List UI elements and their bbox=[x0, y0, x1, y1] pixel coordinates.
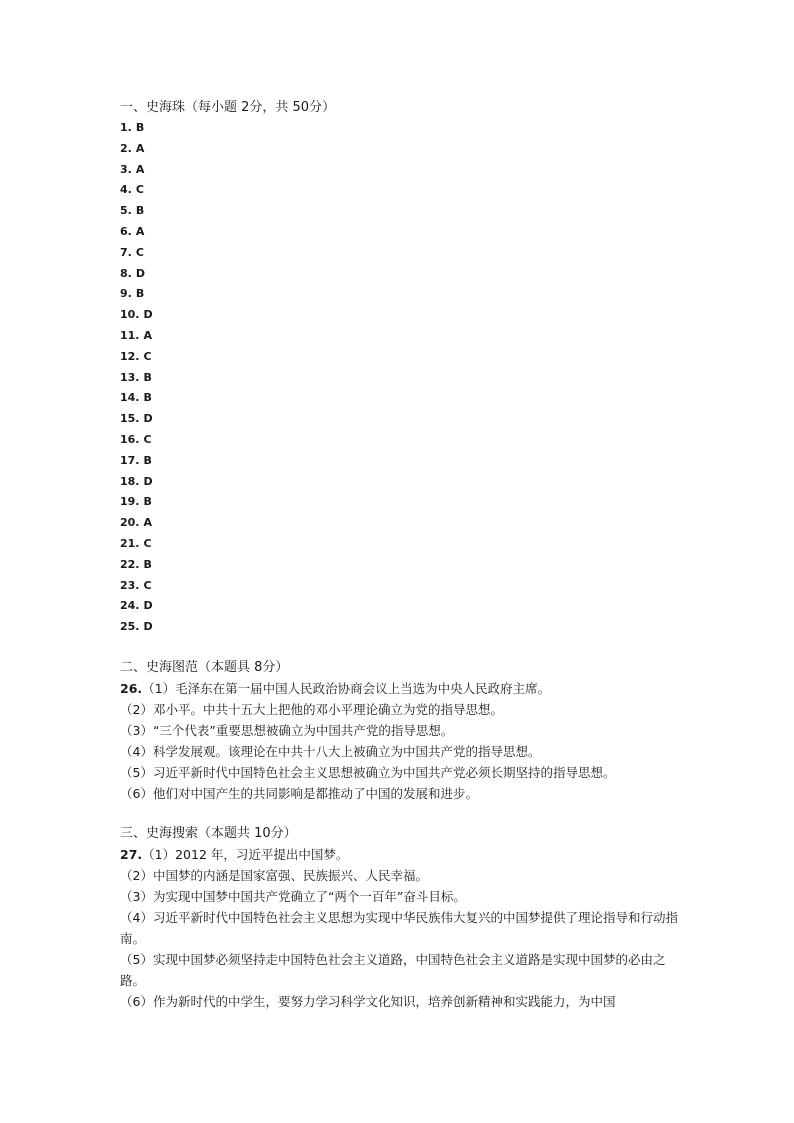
answer-row bbox=[120, 243, 680, 264]
answer-number: 9. bbox=[120, 287, 132, 301]
answer-row bbox=[120, 284, 680, 305]
section2-line-6: （6）他们对中国产生的共同影响是都推动了中国的发展和进步。 bbox=[120, 785, 478, 801]
answer-row bbox=[120, 388, 680, 409]
answer-number: 17. bbox=[120, 453, 140, 467]
answer-number: 10. bbox=[120, 308, 140, 322]
answer-row bbox=[120, 451, 680, 472]
answer-number: 11. bbox=[120, 328, 140, 342]
section3-line-2: （2）中国梦的内涵是国家富强、民族振兴、人民幸福。 bbox=[120, 867, 428, 883]
answer-row bbox=[120, 617, 680, 638]
answer-letter: C bbox=[135, 183, 144, 197]
answer-letter: A bbox=[143, 328, 153, 342]
answer-letter: A bbox=[135, 224, 145, 238]
answer-row bbox=[120, 368, 680, 389]
answer-number: 3. bbox=[120, 162, 132, 176]
answer-row bbox=[120, 409, 680, 430]
answer-number: 18. bbox=[120, 474, 140, 488]
question-27-number: 27. bbox=[120, 846, 143, 862]
answer-number: 23. bbox=[120, 578, 140, 592]
answer-letter: B bbox=[135, 287, 145, 301]
answer-row bbox=[120, 222, 680, 243]
answer-number: 19. bbox=[120, 495, 140, 509]
answer-letter: A bbox=[135, 162, 145, 176]
answer-letter: C bbox=[143, 432, 152, 446]
section2-line-3: （3）“三个代表”重要思想被确立为中国共产党的指导思想。 bbox=[120, 722, 454, 738]
answer-letter: B bbox=[143, 391, 152, 405]
answer-row bbox=[120, 201, 680, 222]
answer-letter: D bbox=[143, 412, 153, 426]
answer-letter: D bbox=[143, 308, 153, 322]
answer-letter: C bbox=[143, 349, 152, 363]
answer-sheet bbox=[120, 98, 680, 1012]
section3-line-3: （3）为实现中国梦中国共产党确立了“两个一百年”奋斗目标。 bbox=[120, 888, 466, 904]
answer-row bbox=[120, 326, 680, 347]
answer-row bbox=[120, 596, 680, 617]
answer-letter: B bbox=[143, 495, 152, 509]
answer-letter: B bbox=[135, 204, 145, 218]
section3-title: 三、史海搜索（本题共 10分） bbox=[120, 825, 297, 841]
answer-number: 2. bbox=[120, 141, 132, 155]
section1-title: 一、史海珠（每小题 2分，共 50分） bbox=[120, 100, 336, 115]
answer-number: 22. bbox=[120, 557, 140, 571]
answer-row bbox=[120, 160, 680, 181]
answer-row bbox=[120, 347, 680, 368]
answer-row bbox=[120, 305, 680, 326]
answer-letter: B bbox=[135, 121, 145, 134]
answer-row bbox=[120, 513, 680, 534]
section2-line-1: 26.（1）毛泽东在第一届中国人民政治协商会议上当选为中央人民政府主席。 bbox=[120, 680, 551, 696]
answer-letter: D bbox=[143, 474, 153, 488]
answer-number: 12. bbox=[120, 349, 140, 363]
answer-row bbox=[120, 492, 680, 513]
answer-letter: D bbox=[143, 599, 153, 613]
answer-number: 21. bbox=[120, 536, 140, 550]
answer-letter: C bbox=[143, 578, 152, 592]
answer-row bbox=[120, 534, 680, 555]
answer-number: 15. bbox=[120, 412, 140, 426]
section2-line-2: （2）邓小平。中共十五大上把他的邓小平理论确立为党的指导思想。 bbox=[120, 701, 503, 717]
answer-letter: D bbox=[143, 620, 153, 634]
answer-number: 24. bbox=[120, 599, 140, 613]
answer-row bbox=[120, 118, 680, 139]
answer-letter: B bbox=[143, 557, 152, 571]
answer-row bbox=[120, 180, 680, 201]
section3-line-1: 27.（1）2012 年，习近平提出中国梦。 bbox=[120, 846, 349, 862]
spacer bbox=[120, 638, 680, 658]
answer-row bbox=[120, 576, 680, 597]
answer-number: 6. bbox=[120, 224, 132, 238]
answer-letter: C bbox=[143, 536, 152, 550]
answer-number: 16. bbox=[120, 432, 140, 446]
answer-number: 4. bbox=[120, 183, 132, 197]
answer-number: 14. bbox=[120, 391, 140, 405]
section2-line-5: （5）习近平新时代中国特色社会主义思想被确立为中国共产党必须长期坚持的指导思想。 bbox=[120, 764, 616, 780]
question-26-number: 26. bbox=[120, 680, 143, 696]
answer-number: 8. bbox=[120, 266, 132, 280]
answer-number: 13. bbox=[120, 370, 140, 384]
section3-line-6: （6）作为新时代的中学生，要努力学习科学文化知识，培养创新精神和实践能力，为中国 bbox=[120, 993, 616, 1009]
answer-letter: A bbox=[143, 516, 153, 530]
answer-letter: B bbox=[143, 370, 152, 384]
answer-number: 25. bbox=[120, 620, 140, 634]
section2-line-4: （4）科学发展观。该理论在中共十八大上被确立为中国共产党的指导思想。 bbox=[120, 743, 541, 759]
answer-number: 20. bbox=[120, 516, 140, 530]
answer-letter: C bbox=[135, 245, 144, 259]
answer-number: 5. bbox=[120, 204, 132, 218]
answer-number: 7. bbox=[120, 245, 132, 259]
section3-line-4: （4）习近平新时代中国特色社会主义思想为实现中华民族伟大复兴的中国梦提供了理论指导和行动指南。 bbox=[120, 909, 678, 946]
answer-row bbox=[120, 139, 680, 160]
spacer bbox=[120, 804, 680, 824]
section2-title: 二、史海图范（本题具 8分） bbox=[120, 659, 289, 675]
answer-letter: A bbox=[135, 141, 145, 155]
section1-answer-list bbox=[120, 118, 680, 638]
answer-number: 1. bbox=[120, 121, 132, 134]
answer-row bbox=[120, 430, 680, 451]
section3-line-5: （5）实现中国梦必须坚持走中国特色社会主义道路，中国特色社会主义道路是实现中国梦的必由之路。 bbox=[120, 951, 666, 988]
answer-row bbox=[120, 555, 680, 576]
answer-letter: D bbox=[135, 266, 145, 280]
answer-row bbox=[120, 264, 680, 285]
answer-letter: B bbox=[143, 453, 152, 467]
answer-row bbox=[120, 472, 680, 493]
